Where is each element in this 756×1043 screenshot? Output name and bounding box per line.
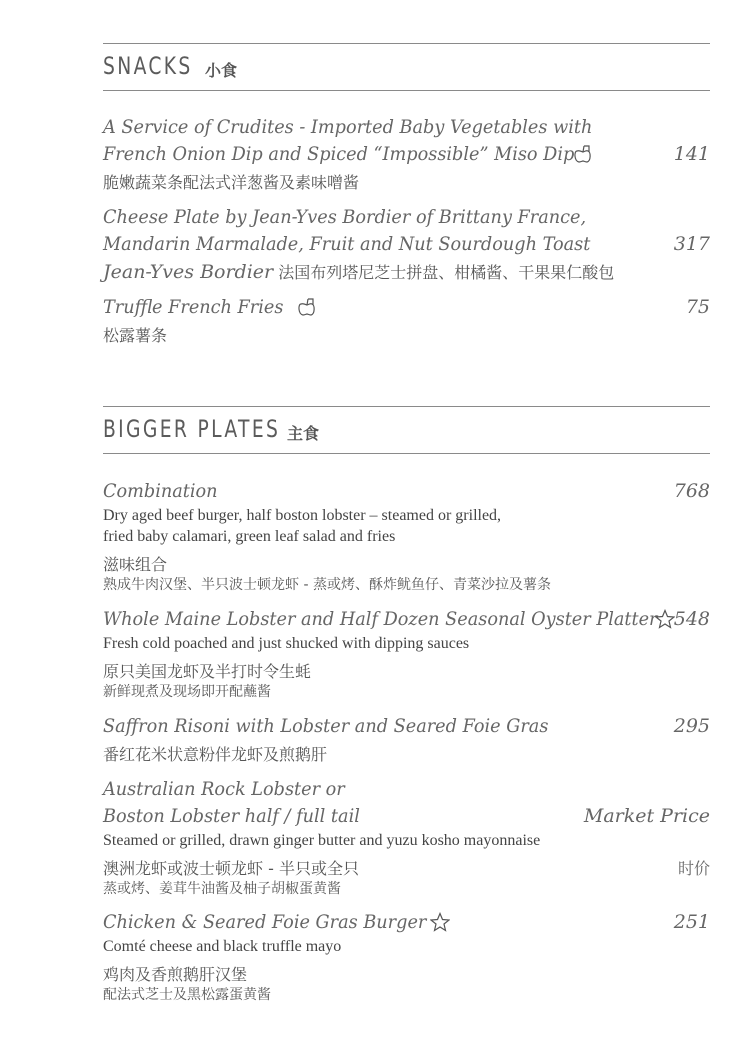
item-name-cn (103, 260, 710, 287)
section-title: SNACKS (103, 52, 193, 80)
item-description-cn: 熟成牛肉汉堡、半只波士顿龙虾 - 蒸或烤、酥炸鱿鱼仔、青菜沙拉及薯条 (103, 577, 551, 593)
item-name: Whole Maine Lobster and Half Dozen Seasonal Oyster Platter (103, 608, 658, 630)
item-price: 548 (673, 608, 710, 630)
item-price: 295 (673, 715, 710, 737)
item-name-line2: Boston Lobster half / full tail (103, 805, 360, 827)
vegetarian-apple-icon (573, 144, 593, 164)
vegetarian-apple-icon (297, 297, 317, 317)
item-name: Saffron Risoni with Lobster and Seared Foie Gras (103, 715, 549, 737)
item-name-cn-en: Jean-Yves Bordier (103, 261, 274, 283)
snack-item (103, 116, 710, 196)
item-description-cn: 蒸或烤、姜茸牛油酱及柚子胡椒蛋黄酱 (103, 881, 341, 897)
snack-item (103, 206, 710, 287)
item-price: Market Price (583, 805, 710, 827)
section-title-cn: 小食 (205, 61, 238, 80)
star-icon (430, 912, 450, 932)
item-description-cn: 配法式芝士及黑松露蛋黄酱 (103, 987, 271, 1003)
item-name-cn: 松露薯条 (103, 326, 168, 345)
item-name-line1: Cheese Plate by Jean-Yves Bordier of Brittany France, (103, 206, 587, 228)
section-header (103, 406, 710, 454)
item-name-line1: Australian Rock Lobster or (103, 778, 345, 800)
item-name-line1: A Service of Crudites - Imported Baby Vegetables with (103, 116, 593, 138)
main-item (103, 911, 710, 1004)
main-item (103, 480, 710, 594)
item-description: Comté cheese and black truffle mayo (103, 938, 342, 955)
item-price: 141 (673, 143, 710, 165)
item-description: Fresh cold poached and just shucked with dipping sauces (103, 635, 470, 652)
item-name-cn: 澳洲龙虾或波士顿龙虾 - 半只或全只 (103, 859, 359, 878)
item-name-cn: 鸡肉及香煎鹅肝汉堡 (103, 965, 248, 984)
item-name-line2: French Onion Dip and Spiced “Impossible” Miso Dip (103, 143, 575, 165)
section-title: BIGGER PLATES (103, 415, 281, 443)
item-name-line2: Mandarin Marmalade, Fruit and Nut Sourdough Toast (103, 233, 591, 255)
snack-item (103, 296, 710, 349)
main-item (103, 715, 710, 768)
item-price: 317 (673, 233, 710, 255)
item-description-line1: Dry aged beef burger, half boston lobster – steamed or grilled, (103, 507, 502, 524)
item-description-cn: 新鲜现煮及现场即开配蘸酱 (103, 684, 271, 700)
item-name-cn-text: 法国布列塔尼芝士拼盘、柑橘酱、干果果仁酸包 (278, 263, 615, 282)
section-title-cn: 主食 (287, 424, 320, 443)
item-price: 75 (685, 296, 710, 318)
bigger-plates-section (103, 406, 710, 454)
item-name-cn: 滋味组合 (103, 555, 168, 574)
item-name-cn: 原只美国龙虾及半打时令生蚝 (103, 662, 312, 681)
main-item (103, 608, 710, 701)
section-header (103, 43, 710, 91)
star-icon (655, 609, 675, 629)
item-name: Chicken & Seared Foie Gras Burger (103, 911, 427, 933)
item-price: 768 (673, 480, 710, 502)
item-price: 251 (673, 911, 710, 933)
item-name: Truffle French Fries (103, 296, 284, 318)
main-item (103, 778, 710, 898)
item-price-cn: 时价 (677, 859, 710, 878)
item-name: Combination (103, 480, 218, 502)
item-name-cn: 番红花米状意粉伴龙虾及煎鹅肝 (103, 745, 328, 764)
item-name-cn: 脆嫩蔬菜条配法式洋葱酱及素味噌酱 (103, 173, 360, 192)
snacks-section (103, 43, 710, 91)
item-description-line2: fried baby calamari, green leaf salad and fries (103, 528, 396, 545)
item-description: Steamed or grilled, drawn ginger butter and yuzu kosho mayonnaise (103, 832, 541, 849)
